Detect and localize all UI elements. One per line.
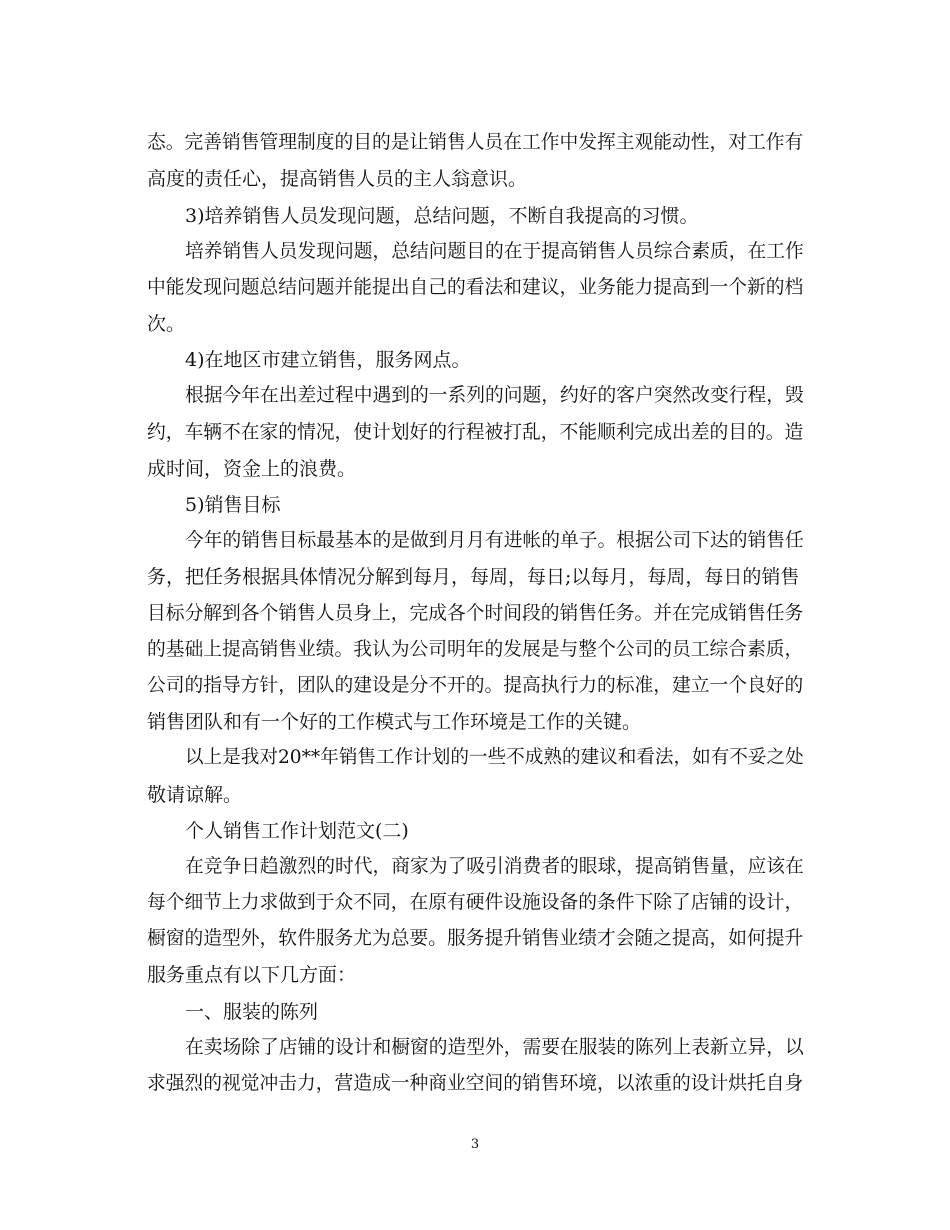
text-line: 根据今年在出差过程中遇到的一系列的问题，约好的客户突然改变行程，毁 bbox=[185, 385, 804, 406]
text-line: 在卖场除了店铺的设计和橱窗的造型外，需要在服装的陈列上表新立异，以 bbox=[185, 1037, 804, 1058]
page-number: 3 bbox=[470, 1137, 480, 1152]
text-line: 敬请谅解。 bbox=[147, 784, 243, 806]
text-line: 3)培养销售人员发现问题，总结问题，不断自我提高的习惯。 bbox=[185, 205, 699, 227]
text-line: 约，车辆不在家的情况，使计划好的行程被打乱，不能顺利完成出差的目的。造 bbox=[147, 422, 804, 443]
text-line: 每个细节上力求做到于众不同，在原有硬件设施设备的条件下除了店铺的设计， bbox=[147, 892, 804, 913]
text-line: 橱窗的造型外，软件服务尤为总要。服务提升销售业绩才会随之提高，如何提升 bbox=[147, 928, 804, 949]
text-line: 培养销售人员发现问题，总结问题目的在于提高销售人员综合素质，在工作 bbox=[185, 241, 804, 262]
text-line: 今年的销售目标最基本的是做到月月有进帐的单子。根据公司下达的销售任 bbox=[185, 530, 804, 551]
text-line: 态。完善销售管理制度的目的是让销售人员在工作中发挥主观能动性，对工作有 bbox=[147, 132, 804, 153]
text-line: 中能发现问题总结问题并能提出自己的看法和建议，业务能力提高到一个新的档 bbox=[147, 277, 804, 298]
text-line: 的基础上提高销售业绩。我认为公司明年的发展是与整个公司的员工综合素质， bbox=[147, 639, 804, 660]
text-line: 以上是我对20**年销售工作计划的一些不成熟的建议和看法，如有不妥之处 bbox=[185, 747, 804, 768]
text-line: 销售团队和有一个好的工作模式与工作环境是工作的关键。 bbox=[147, 711, 642, 733]
text-line: 5)销售目标 bbox=[185, 494, 281, 516]
text-line: 公司的指导方针，团队的建设是分不开的。提高执行力的标准，建立一个良好的 bbox=[147, 675, 804, 696]
text-line: 成时间，资金上的浪费。 bbox=[147, 458, 357, 480]
text-line: 高度的责任心，提高销售人员的主人翁意识。 bbox=[147, 168, 528, 190]
text-line: 次。 bbox=[147, 313, 186, 335]
section-heading: 个人销售工作计划范文(二) bbox=[185, 820, 409, 842]
text-line: 求强烈的视觉冲击力，营造成一种商业空间的销售环境，以浓重的设计烘托自身 bbox=[147, 1073, 804, 1094]
subsection-heading: 一、服装的陈列 bbox=[185, 1001, 319, 1023]
text-line: 目标分解到各个销售人员身上，完成各个时间段的销售任务。并在完成销售任务 bbox=[147, 603, 804, 624]
text-line: 务，把任务根据具体情况分解到每月，每周，每日;以每月，每周，每日的销售 bbox=[147, 566, 800, 588]
text-line: 服务重点有以下几方面： bbox=[147, 964, 357, 986]
text-line: 4)在地区市建立销售，服务网点。 bbox=[185, 349, 471, 371]
text-line: 在竞争日趋激烈的时代，商家为了吸引消费者的眼球，提高销售量，应该在 bbox=[185, 856, 804, 877]
